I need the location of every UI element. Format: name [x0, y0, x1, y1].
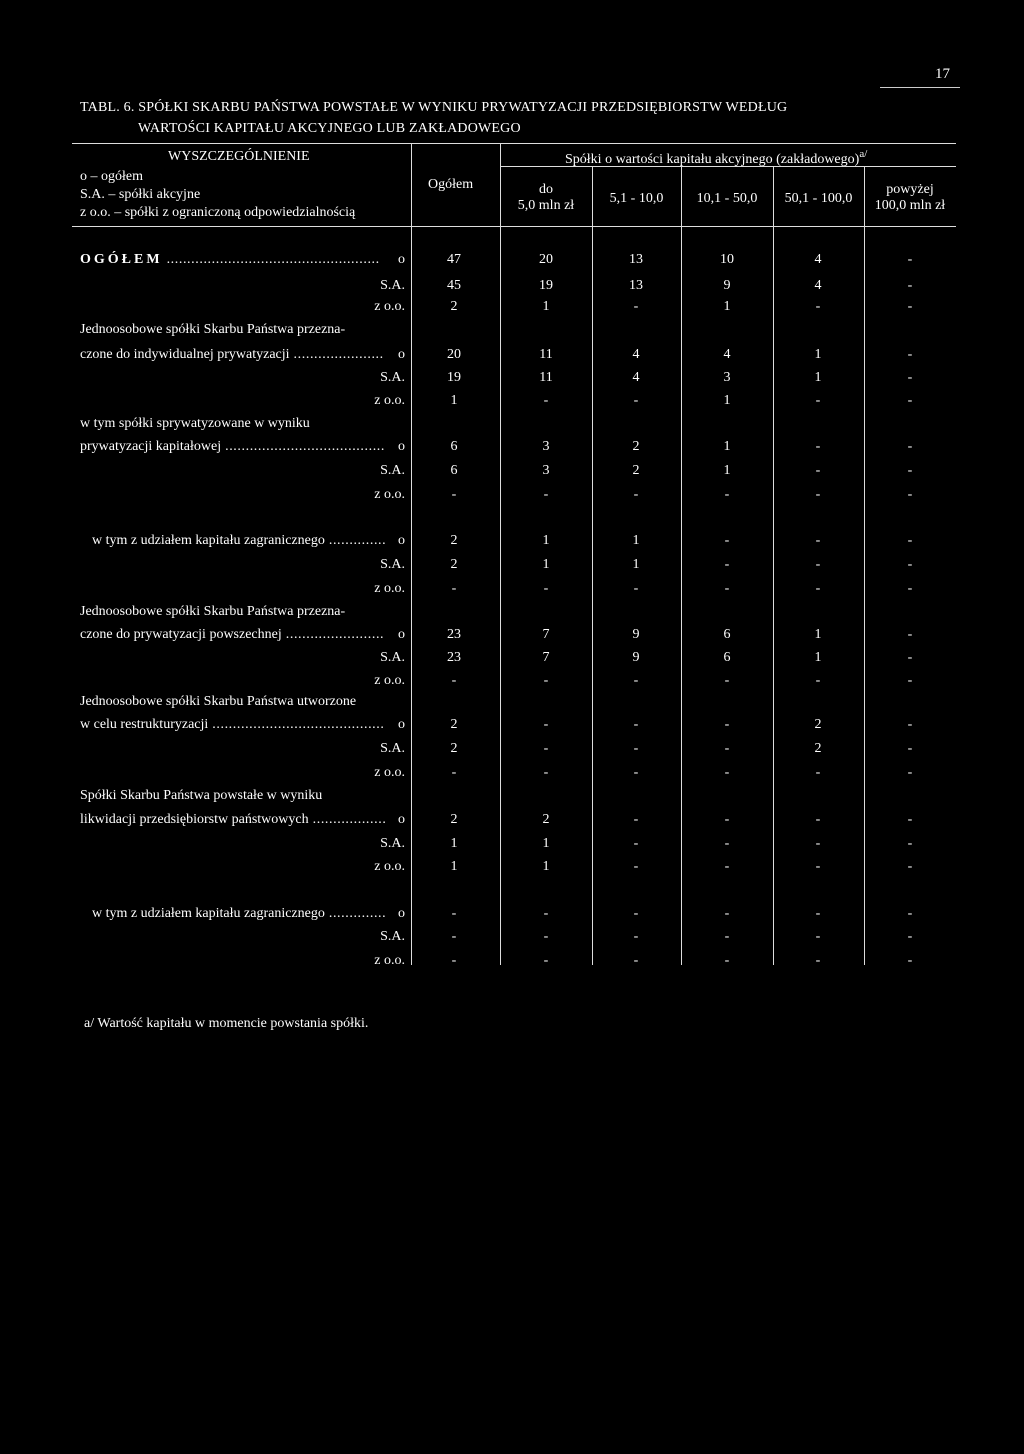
table-cell: -: [907, 812, 913, 827]
column-divider: [411, 143, 412, 965]
table-cell: -: [724, 929, 730, 944]
table-cell: 1: [723, 299, 731, 314]
table-cell: -: [724, 836, 730, 851]
table-cell: -: [815, 836, 821, 851]
table-cell: 1: [814, 627, 822, 642]
header-group-caption: Spółki o wartości kapitału akcyjnego (zakładowego)$^{a/}$: [565, 148, 868, 167]
table-cell: 2: [814, 741, 822, 756]
row-type: S.A.: [380, 370, 405, 385]
dot-leader: ......................: [293, 347, 384, 362]
row-label: Jednoosobowe spółki Skarbu Państwa przezna-: [80, 604, 346, 619]
table-cell: 1: [450, 393, 458, 408]
table-cell: -: [451, 581, 457, 596]
table-cell: -: [907, 252, 913, 267]
table-cell: -: [815, 487, 821, 502]
table-cell: -: [907, 439, 913, 454]
table-cell: -: [724, 906, 730, 921]
table-cell: -: [724, 859, 730, 874]
row-type: o: [398, 252, 405, 267]
table-cell: 19: [447, 370, 461, 385]
table-cell: 11: [539, 347, 553, 362]
table-cell: -: [633, 673, 639, 688]
row-label: w tym z udziałem kapitału zagranicznego: [92, 906, 325, 921]
row-label: w tym spółki sprywatyzowane w wyniku: [80, 416, 310, 431]
dot-leader: ....................................................: [166, 252, 380, 267]
table-cell: -: [907, 953, 913, 968]
table-cell: -: [543, 393, 549, 408]
table-cell: -: [907, 859, 913, 874]
row-type: z o.o.: [374, 487, 405, 502]
table-cell: -: [907, 393, 913, 408]
table-cell: 1: [814, 347, 822, 362]
table-cell: -: [724, 812, 730, 827]
dot-leader: ..........................................: [212, 717, 385, 732]
table-cell: -: [907, 741, 913, 756]
table-cell: -: [543, 929, 549, 944]
table-cell: 1: [723, 439, 731, 454]
header-col-above-100: powyżej 100,0 mln zł: [874, 182, 946, 213]
table-cell: 2: [542, 812, 550, 827]
table-cell: -: [815, 673, 821, 688]
table-cell: -: [633, 299, 639, 314]
table-cell: -: [633, 906, 639, 921]
table-cell: 2: [632, 463, 640, 478]
table-cell: -: [815, 765, 821, 780]
table-cell: -: [543, 741, 549, 756]
header-col-do-5: do 5,0 mln zł: [517, 182, 575, 213]
table-cell: 11: [539, 370, 553, 385]
table-cell: 1: [814, 370, 822, 385]
row-type: z o.o.: [374, 393, 405, 408]
table-cell: 4: [632, 347, 640, 362]
table-cell: 2: [450, 299, 458, 314]
table-cell: -: [451, 953, 457, 968]
table-cell: 1: [723, 463, 731, 478]
dot-leader: ..................: [312, 812, 387, 827]
header-col-50-100: 50,1 - 100,0: [784, 191, 853, 206]
page-number: 17: [935, 66, 950, 82]
table-cell: 2: [814, 717, 822, 732]
header-bottom-rule: [72, 226, 956, 227]
table-cell: -: [815, 463, 821, 478]
table-cell: -: [815, 906, 821, 921]
table-cell: 2: [450, 533, 458, 548]
row-type: S.A.: [380, 650, 405, 665]
table-cell: 6: [723, 650, 731, 665]
table-cell: 3: [542, 439, 550, 454]
table-cell: 45: [447, 278, 461, 293]
table-cell: -: [907, 487, 913, 502]
table-cell: 4: [632, 370, 640, 385]
table-cell: 1: [632, 533, 640, 548]
table-cell: 4: [814, 278, 822, 293]
table-cell: -: [543, 953, 549, 968]
table-cell: -: [907, 278, 913, 293]
table-cell: -: [907, 673, 913, 688]
table-cell: -: [815, 859, 821, 874]
legend-ogolem: o – ogółem: [80, 169, 143, 184]
row-type: S.A.: [380, 741, 405, 756]
row-type: o: [398, 347, 405, 362]
dot-leader: ..............: [328, 906, 387, 921]
table-cell: -: [907, 765, 913, 780]
row-label: prywatyzacji kapitałowej: [80, 439, 222, 454]
header-top-rule: [72, 143, 956, 144]
table-cell: 20: [539, 252, 553, 267]
column-divider: [773, 166, 774, 965]
table-cell: -: [451, 765, 457, 780]
table-cell: -: [633, 487, 639, 502]
row-label: OGÓŁEM: [80, 252, 163, 267]
table-cell: -: [633, 393, 639, 408]
row-type: o: [398, 812, 405, 827]
table-cell: 1: [542, 836, 550, 851]
row-label: Jednoosobowe spółki Skarbu Państwa utworzone: [80, 694, 357, 709]
column-divider: [500, 143, 501, 965]
table-cell: -: [907, 627, 913, 642]
row-label: w tym z udziałem kapitału zagranicznego: [92, 533, 325, 548]
table-cell: 9: [723, 278, 731, 293]
table-cell: -: [633, 836, 639, 851]
row-type: o: [398, 717, 405, 732]
row-type: z o.o.: [374, 953, 405, 968]
table-cell: -: [815, 393, 821, 408]
table-cell: -: [815, 557, 821, 572]
row-type: S.A.: [380, 929, 405, 944]
table-cell: 9: [632, 650, 640, 665]
footnote: a/ Wartość kapitału w momencie powstania spółki.: [84, 1016, 369, 1031]
table-cell: -: [724, 953, 730, 968]
table-cell: 1: [542, 533, 550, 548]
table-cell: -: [815, 299, 821, 314]
page-number-rule: [880, 87, 960, 88]
table-cell: -: [907, 929, 913, 944]
table-cell: 6: [723, 627, 731, 642]
row-type: z o.o.: [374, 581, 405, 596]
table-cell: -: [907, 581, 913, 596]
table-cell: -: [815, 533, 821, 548]
dot-leader: ........................: [285, 627, 385, 642]
table-cell: -: [724, 765, 730, 780]
table-cell: -: [543, 581, 549, 596]
table-cell: -: [815, 929, 821, 944]
table-cell: 1: [542, 299, 550, 314]
table-cell: -: [543, 906, 549, 921]
row-type: o: [398, 627, 405, 642]
table-cell: 19: [539, 278, 553, 293]
row-label: czone do indywidualnej prywatyzacji: [80, 347, 290, 362]
row-label: Spółki Skarbu Państwa powstałe w wyniku: [80, 788, 323, 803]
table-cell: -: [724, 487, 730, 502]
row-type: z o.o.: [374, 765, 405, 780]
table-cell: -: [724, 717, 730, 732]
table-cell: 3: [542, 463, 550, 478]
dot-leader: .......................................: [225, 439, 386, 454]
table-cell: -: [543, 717, 549, 732]
table-cell: 23: [447, 627, 461, 642]
table-title-line-1: TABL. 6. SPÓŁKI SKARBU PAŃSTWA POWSTAŁE W WYNIKU PRYWATYZACJI PRZEDSIĘBIORSTW WEDŁUG: [80, 100, 788, 115]
table-cell: -: [451, 906, 457, 921]
header-col-10-50: 10,1 - 50,0: [696, 191, 758, 206]
table-cell: -: [724, 741, 730, 756]
table-cell: -: [633, 929, 639, 944]
dot-leader: ..............: [328, 533, 387, 548]
table-cell: -: [907, 717, 913, 732]
table-cell: 2: [632, 439, 640, 454]
table-cell: 1: [450, 859, 458, 874]
table-cell: 1: [814, 650, 822, 665]
table-cell: -: [907, 463, 913, 478]
column-divider: [864, 166, 865, 965]
table-cell: -: [724, 673, 730, 688]
row-type: z o.o.: [374, 673, 405, 688]
table-cell: -: [907, 906, 913, 921]
table-cell: 13: [629, 278, 643, 293]
row-label: likwidacji przedsiębiorstw państwowych: [80, 812, 309, 827]
table-cell: -: [633, 859, 639, 874]
table-cell: -: [907, 650, 913, 665]
table-cell: -: [907, 557, 913, 572]
table-cell: -: [724, 557, 730, 572]
table-cell: 2: [450, 557, 458, 572]
table-cell: -: [907, 347, 913, 362]
table-cell: -: [724, 533, 730, 548]
table-cell: -: [633, 717, 639, 732]
table-cell: 1: [542, 557, 550, 572]
table-cell: 20: [447, 347, 461, 362]
table-cell: 23: [447, 650, 461, 665]
row-type: z o.o.: [374, 859, 405, 874]
row-label: w celu restrukturyzacji: [80, 717, 209, 732]
table-title-line-2: WARTOŚCI KAPITAŁU AKCYJNEGO LUB ZAKŁADOWEGO: [138, 121, 521, 136]
table-cell: -: [451, 487, 457, 502]
table-cell: 4: [723, 347, 731, 362]
table-cell: 6: [450, 463, 458, 478]
table-cell: 1: [632, 557, 640, 572]
row-label: Jednoosobowe spółki Skarbu Państwa przezna-: [80, 322, 346, 337]
table-cell: 10: [720, 252, 734, 267]
table-cell: 6: [450, 439, 458, 454]
table-cell: 1: [542, 859, 550, 874]
table-cell: 13: [629, 252, 643, 267]
row-type: o: [398, 439, 405, 454]
row-type: S.A.: [380, 836, 405, 851]
table-cell: -: [633, 581, 639, 596]
table-cell: -: [633, 953, 639, 968]
table-cell: 2: [450, 741, 458, 756]
table-cell: -: [633, 765, 639, 780]
table-cell: -: [633, 741, 639, 756]
table-cell: -: [907, 370, 913, 385]
table-cell: -: [451, 929, 457, 944]
table-cell: -: [724, 581, 730, 596]
table-cell: 47: [447, 252, 461, 267]
table-cell: -: [543, 673, 549, 688]
table-cell: -: [907, 836, 913, 851]
table-cell: 7: [542, 650, 550, 665]
row-type: S.A.: [380, 278, 405, 293]
table-cell: 9: [632, 627, 640, 642]
table-cell: -: [815, 953, 821, 968]
table-cell: -: [815, 812, 821, 827]
table-cell: 3: [723, 370, 731, 385]
row-type: z o.o.: [374, 299, 405, 314]
table-cell: 1: [450, 836, 458, 851]
table-cell: 7: [542, 627, 550, 642]
table-cell: 2: [450, 717, 458, 732]
legend-sa: S.A. – spółki akcyjne: [80, 187, 201, 202]
column-divider: [592, 166, 593, 965]
table-cell: 2: [450, 812, 458, 827]
table-cell: -: [543, 487, 549, 502]
header-wyszczegolnienie: WYSZCZEGÓLNIENIE: [168, 149, 310, 164]
header-col-5-10: 5,1 - 10,0: [609, 191, 664, 206]
row-type: o: [398, 533, 405, 548]
header-ogolem: Ogółem: [428, 177, 474, 192]
legend-zoo: z o.o. – spółki z ograniczoną odpowiedzialnością: [80, 205, 356, 220]
row-type: o: [398, 906, 405, 921]
column-divider: [681, 166, 682, 965]
row-label: czone do prywatyzacji powszechnej: [80, 627, 282, 642]
table-cell: -: [451, 673, 457, 688]
table-cell: -: [907, 533, 913, 548]
table-cell: -: [815, 581, 821, 596]
table-cell: 1: [723, 393, 731, 408]
row-type: S.A.: [380, 463, 405, 478]
row-type: S.A.: [380, 557, 405, 572]
table-cell: -: [907, 299, 913, 314]
table-cell: 4: [814, 252, 822, 267]
table-cell: -: [633, 812, 639, 827]
table-cell: -: [543, 765, 549, 780]
table-cell: -: [815, 439, 821, 454]
